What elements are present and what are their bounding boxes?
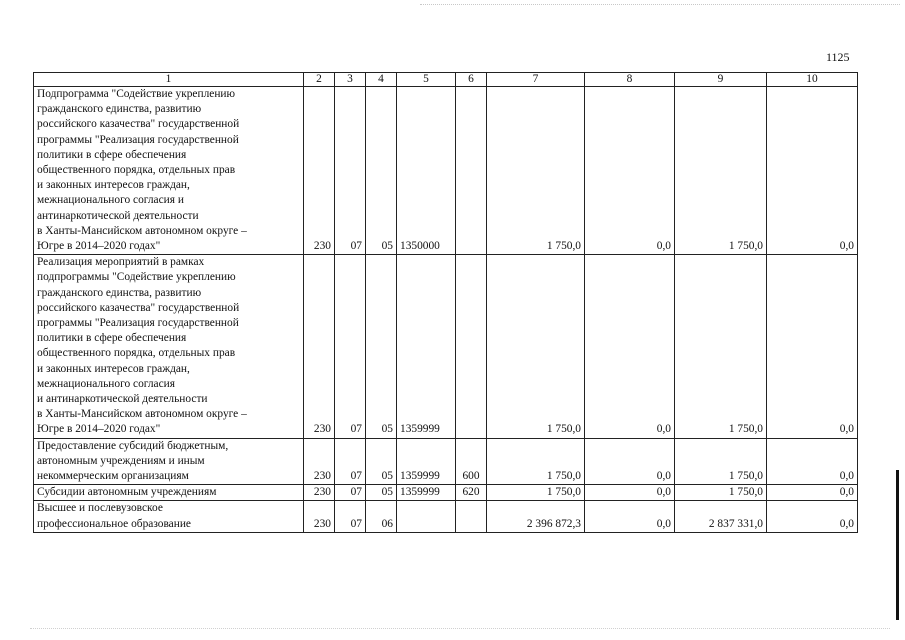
cell-section: 07 xyxy=(335,438,366,485)
budget-table xyxy=(33,72,858,533)
cell-amount-2: 0,0 xyxy=(585,485,675,501)
scan-noise-bottom xyxy=(30,628,890,631)
cell-admin-code: 230 xyxy=(304,87,335,255)
header-cell: 9 xyxy=(675,73,767,87)
cell-section: 07 xyxy=(335,87,366,255)
cell-subsection: 05 xyxy=(366,485,397,501)
cell-target-item: 1350000 xyxy=(397,87,456,255)
header-row xyxy=(34,73,858,87)
cell-amount-1: 1 750,0 xyxy=(487,87,585,255)
row-name: Высшее и послевузовское профессиональное образование xyxy=(34,501,304,532)
cell-target-item xyxy=(397,501,456,532)
cell-amount-1: 1 750,0 xyxy=(487,438,585,485)
cell-admin-code: 230 xyxy=(304,255,335,438)
cell-expense-type: 600 xyxy=(456,438,487,485)
cell-amount-4: 0,0 xyxy=(767,87,858,255)
cell-subsection: 05 xyxy=(366,87,397,255)
cell-amount-2: 0,0 xyxy=(585,438,675,485)
row-name: Субсидии автономным учреждениям xyxy=(34,485,304,501)
cell-amount-3: 1 750,0 xyxy=(675,87,767,255)
cell-subsection: 05 xyxy=(366,438,397,485)
cell-subsection: 06 xyxy=(366,501,397,532)
row-name: Реализация мероприятий в рамках подпрограммы "Содействие укреплению гражданского единства, развитию российского казачества" государственной программы "Реализация государственной политики в сфере обеспечения общественного порядка, отдельных прав и законных интересов граждан, межнационального согласия и антинаркотической деятельности в Ханты-Мансийском автономном округе – Югре в 2014–2020 годах" xyxy=(34,255,304,438)
cell-amount-1: 1 750,0 xyxy=(487,255,585,438)
cell-target-item: 1359999 xyxy=(397,438,456,485)
cell-amount-4: 0,0 xyxy=(767,485,858,501)
scan-noise-top xyxy=(420,4,900,7)
cell-expense-type xyxy=(456,87,487,255)
cell-admin-code: 230 xyxy=(304,501,335,532)
cell-section: 07 xyxy=(335,501,366,532)
cell-amount-3: 2 837 331,0 xyxy=(675,501,767,532)
page-number: 1125 xyxy=(826,50,850,64)
cell-amount-2: 0,0 xyxy=(585,87,675,255)
cell-section: 07 xyxy=(335,485,366,501)
cell-amount-4: 0,0 xyxy=(767,255,858,438)
table-row xyxy=(34,485,858,501)
cell-amount-4: 0,0 xyxy=(767,501,858,532)
cell-section: 07 xyxy=(335,255,366,438)
cell-target-item: 1359999 xyxy=(397,485,456,501)
row-name: Подпрограмма "Содействие укреплению гражданского единства, развитию российского казачества" государственной программы "Реализация государственной политики в сфере обеспечения общественного порядка, отдельных прав и законных интересов граждан, межнационального согласия и антинаркотической деятельности в Ханты-Мансийском автономном округе – Югре в 2014–2020 годах" xyxy=(34,87,304,255)
header-cell: 7 xyxy=(487,73,585,87)
cell-expense-type xyxy=(456,255,487,438)
table-row xyxy=(34,501,858,532)
table-row xyxy=(34,438,858,485)
cell-expense-type xyxy=(456,501,487,532)
cell-target-item: 1359999 xyxy=(397,255,456,438)
cell-amount-2: 0,0 xyxy=(585,255,675,438)
header-cell: 5 xyxy=(397,73,456,87)
cell-expense-type: 620 xyxy=(456,485,487,501)
header-cell: 2 xyxy=(304,73,335,87)
header-cell: 8 xyxy=(585,73,675,87)
cell-admin-code: 230 xyxy=(304,485,335,501)
table-row xyxy=(34,255,858,438)
header-cell: 3 xyxy=(335,73,366,87)
cell-amount-1: 1 750,0 xyxy=(487,485,585,501)
cell-subsection: 05 xyxy=(366,255,397,438)
cell-amount-3: 1 750,0 xyxy=(675,438,767,485)
header-cell: 6 xyxy=(456,73,487,87)
row-name: Предоставление субсидий бюджетным, автономным учреждениям и иным некоммерческим организациям xyxy=(34,438,304,485)
header-cell: 10 xyxy=(767,73,858,87)
cell-amount-3: 1 750,0 xyxy=(675,255,767,438)
cell-amount-1: 2 396 872,3 xyxy=(487,501,585,532)
table-row xyxy=(34,87,858,255)
cell-amount-2: 0,0 xyxy=(585,501,675,532)
header-cell: 4 xyxy=(366,73,397,87)
cell-amount-3: 1 750,0 xyxy=(675,485,767,501)
header-cell: 1 xyxy=(34,73,304,87)
cell-amount-4: 0,0 xyxy=(767,438,858,485)
scan-edge-mark xyxy=(896,470,899,620)
cell-admin-code: 230 xyxy=(304,438,335,485)
